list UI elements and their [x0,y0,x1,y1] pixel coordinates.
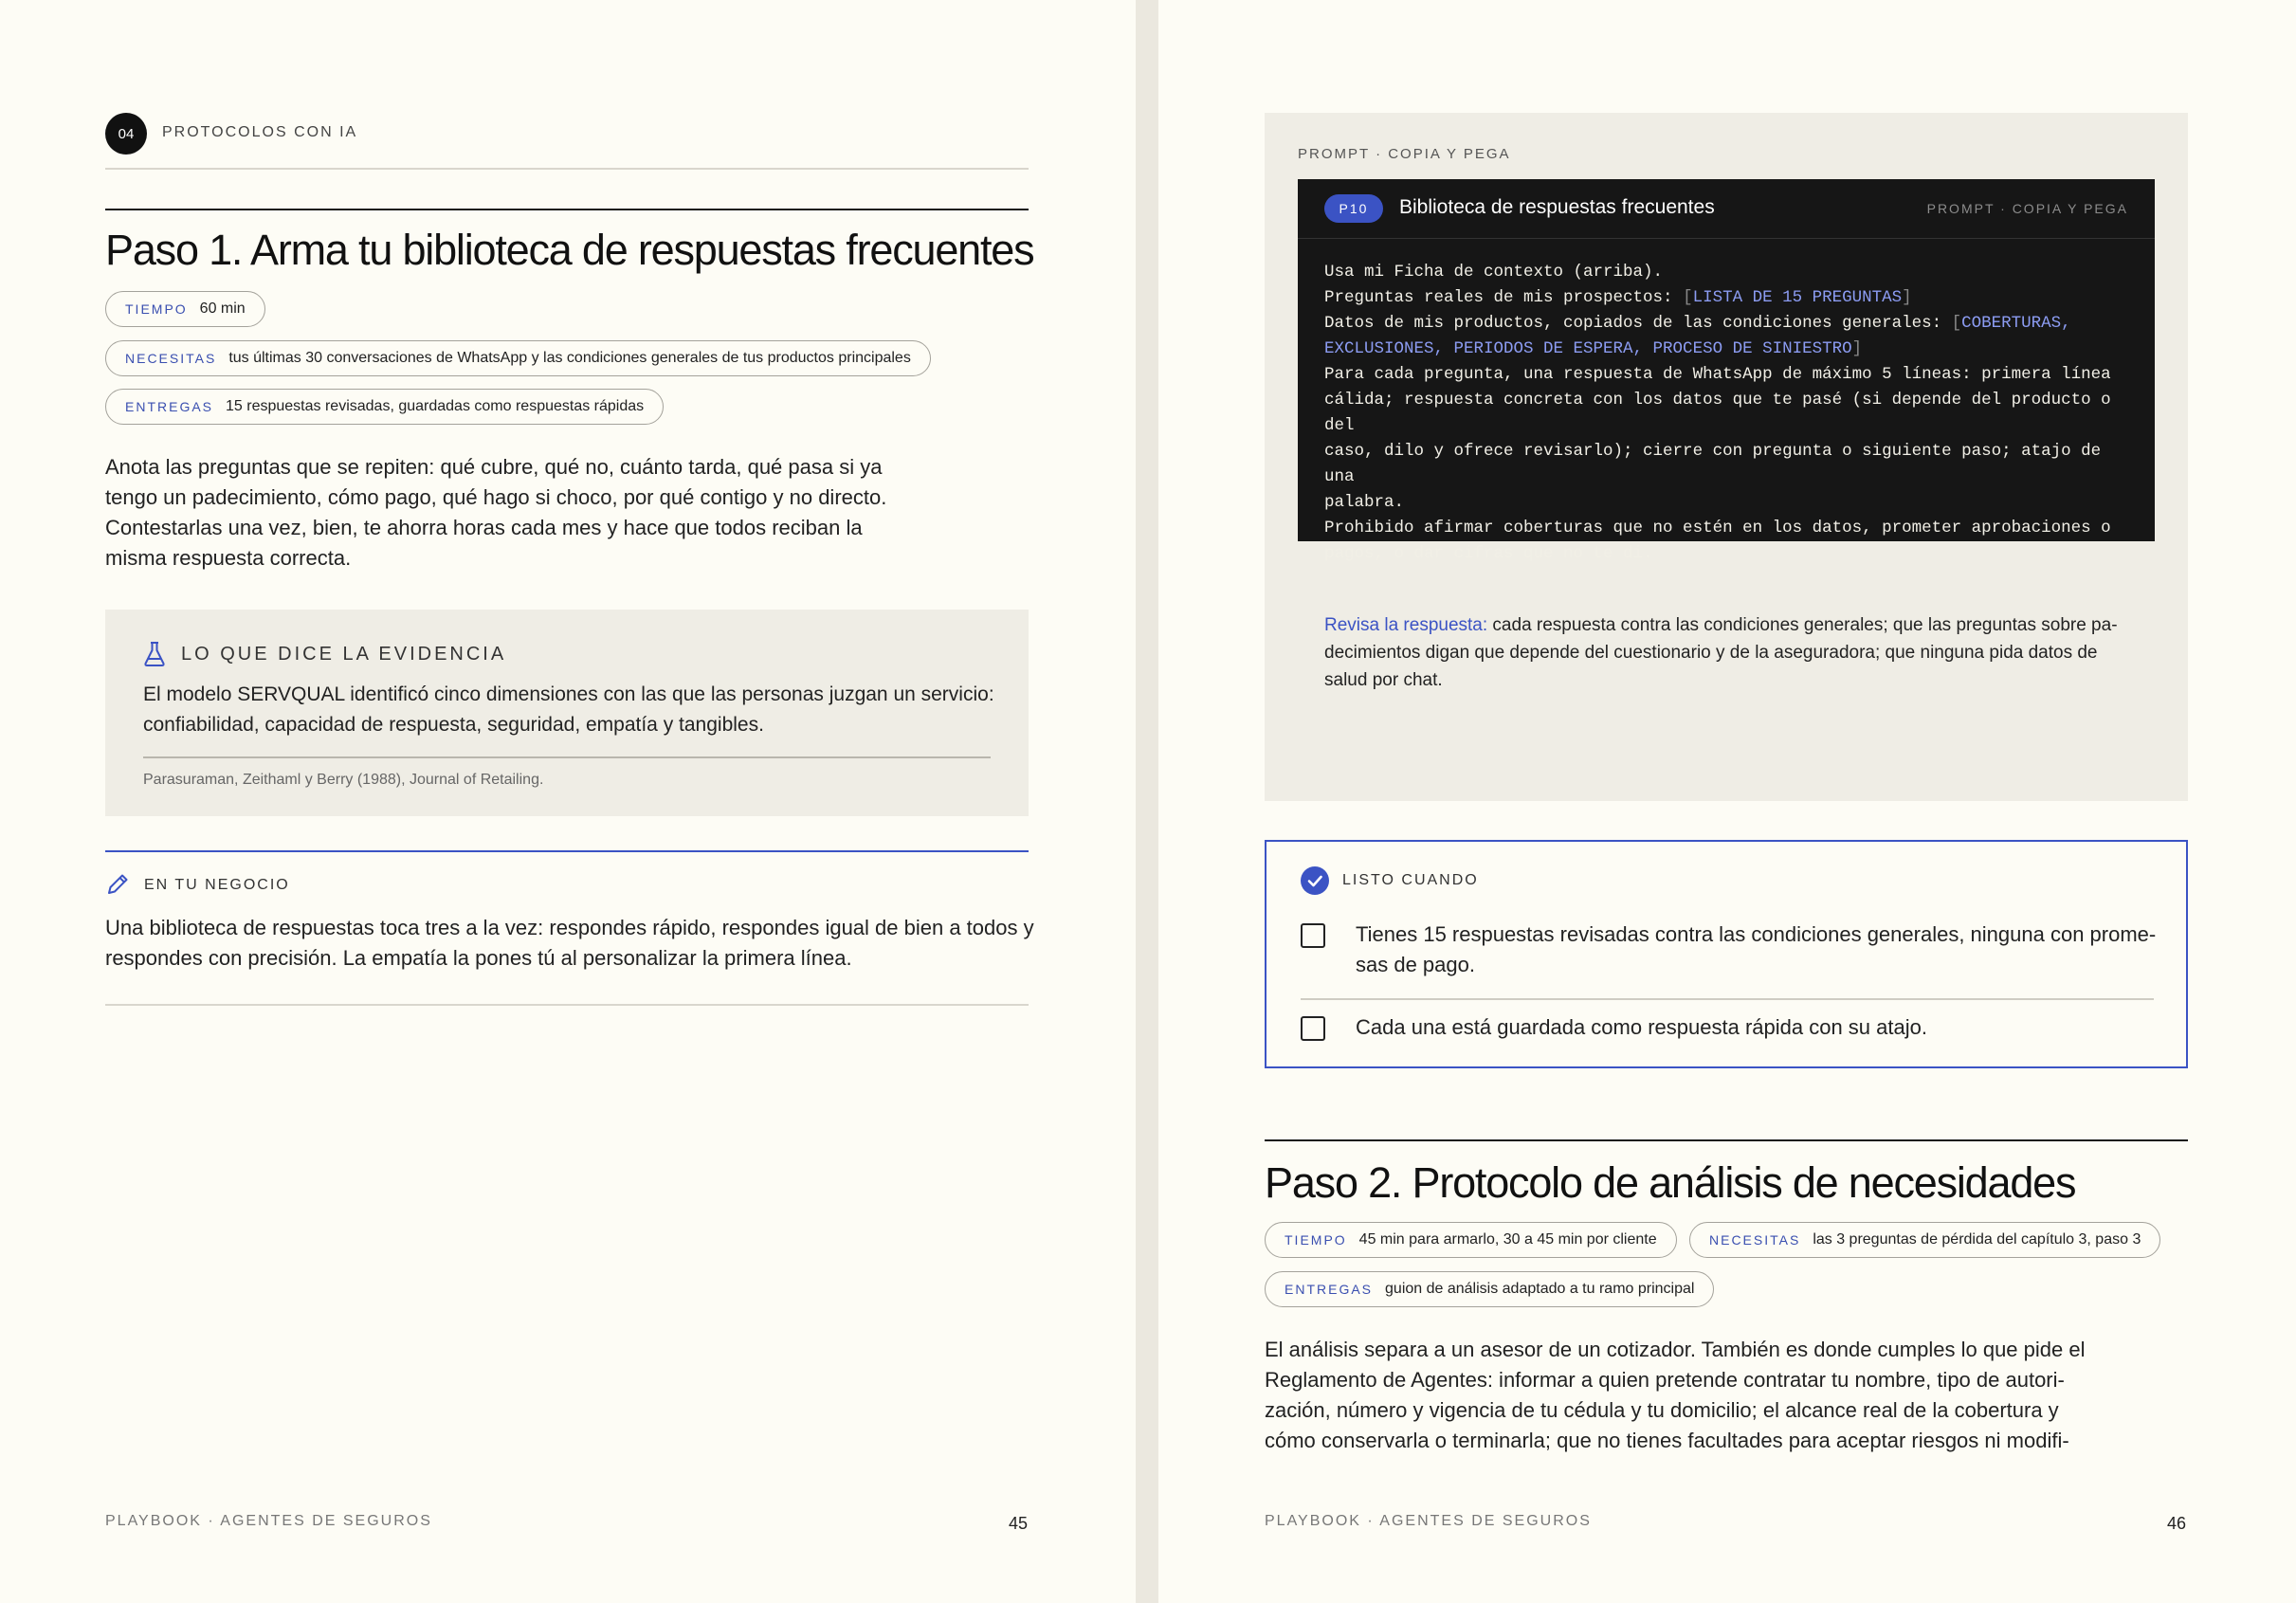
section-divider [1265,1139,2188,1141]
review-lead: Revisa la respuesta: [1324,615,1488,635]
prompt-line: Prohibido afirmar coberturas que no estén en los datos, prometer aprobaciones o [1324,519,2111,537]
footer-running-title: PLAYBOOK · AGENTES DE SEGUROS [105,1513,432,1529]
body-paragraph [105,452,886,574]
evidence-title: LO QUE DICE LA EVIDENCIA [181,644,507,665]
pill-key: NECESITAS [1709,1232,1801,1248]
prompt-placeholder: LISTA DE 15 PREGUNTAS [1692,288,1903,307]
body-line: Anota las preguntas que se repiten: qué cubre, qué no, cuánto tarda, qué pasa si ya [105,455,883,479]
checkbox-item-1[interactable] [1301,923,1325,948]
pencil-icon [105,872,130,897]
pill-value: 15 respuestas revisadas, guardadas como respuestas rápidas [226,398,645,414]
prompt-id-badge: P10 [1324,194,1383,223]
prompt-card-header [1298,179,2155,239]
checklist-divider [1301,998,2154,1000]
prompt-code-card[interactable] [1298,179,2155,563]
pill-entregas [1265,1271,1714,1307]
body-line: zación, número y vigencia de tu cédula y tu domicilio; el alcance real de la cobertura y [1265,1398,2059,1422]
evidence-box [105,610,1029,816]
placeholder-bracket: [ [1683,288,1693,307]
prompt-placeholder: COBERTURAS, [1961,314,2071,333]
negocio-text [105,913,1034,974]
prompt-placeholder: EXCLUSIONES, PERIODOS DE ESPERA, PROCESO DE SINIESTRO [1324,339,1852,358]
prompt-line: caso, dilo y ofrece revisarlo); cierre con pregunta o siguiente paso; atajo de una [1324,442,2102,486]
prompt-line: Datos de mis productos, copiados de las condiciones generales: [1324,314,1952,333]
evidence-divider [143,756,991,758]
section-divider [105,209,1029,210]
review-line: cada respuesta contra las condiciones generales; que las preguntas sobre pa- [1487,615,2118,635]
section-end-divider [105,1004,1029,1006]
step-title: Paso 1. Arma tu biblioteca de respuestas frecuentes [105,226,1034,274]
checklist-line: sas de pago. [1356,953,1475,976]
pill-value: 60 min [199,301,246,317]
pill-value: tus últimas 30 conversaciones de WhatsApp y las condiciones generales de tus productos principales [228,350,911,366]
negocio-line: respondes con precisión. La empatía la pones tú al personalizar la primera línea. [105,946,852,970]
body-line: El análisis separa a un asesor de un cotizador. También es donde cumples lo que pide el [1265,1338,2086,1361]
negocio-divider [105,850,1029,852]
review-note [1324,611,2159,694]
review-line: decimientos digan que depende del cuestionario y de la aseguradora; que ninguna pida datos de [1324,643,2098,663]
review-line: salud por chat. [1324,670,1443,690]
checklist-item-2 [1356,1012,1927,1043]
page-right [1158,0,2296,1603]
page-number: 45 [1009,1514,1029,1533]
pill-tiempo [1265,1222,1677,1258]
prompt-panel [1265,113,2188,801]
prompt-line: Para cada pregunta, una respuesta de WhatsApp de máximo 5 líneas: primera línea [1324,365,2111,384]
footer-running-title: PLAYBOOK · AGENTES DE SEGUROS [1265,1513,1592,1529]
prompt-title: Biblioteca de respuestas frecuentes [1399,196,1715,218]
prompt-line: cálida; respuesta concreta con los datos que te pasé (si depende del producto o del [1324,391,2111,435]
pill-key: ENTREGAS [125,399,214,414]
step-title: Paso 2. Protocolo de análisis de necesidades [1265,1158,2076,1207]
pill-entregas [105,389,664,425]
prompt-panel-label: PROMPT · COPIA Y PEGA [1298,146,1511,162]
prompt-line: palabra. [1324,493,1405,512]
chapter-title: PROTOCOLOS CON IA [162,124,358,140]
pill-necesitas [105,340,931,376]
prompt-tag: PROMPT · COPIA Y PEGA [1926,201,2128,216]
prompt-line: pagos, o dar cifras que no te di. [1324,544,1653,563]
pill-necesitas [1689,1222,2160,1258]
page-number: 46 [2167,1514,2187,1533]
placeholder-bracket: ] [1851,339,1863,358]
checkbox-item-2[interactable] [1301,1016,1325,1041]
prompt-text[interactable] [1324,260,2140,567]
pill-tiempo [105,291,265,327]
body-line: cómo conservarla o terminarla; que no tienes facultades para aceptar riesgos ni modifi- [1265,1429,2069,1452]
body-line: misma respuesta correcta. [105,546,352,570]
pill-key: ENTREGAS [1285,1282,1374,1297]
body-paragraph [1265,1335,2085,1456]
checklist-item-1 [1356,920,2156,980]
negocio-line: Una biblioteca de respuestas toca tres a la vez: respondes rápido, respondes igual de bien a todos y [105,916,1034,939]
check-circle-icon [1301,866,1329,895]
pill-key: TIEMPO [1285,1232,1347,1248]
pill-key: NECESITAS [125,351,217,366]
listo-cuando-box [1265,840,2188,1068]
placeholder-bracket: [ [1951,314,1962,333]
pill-value: 45 min para armarlo, 30 a 45 min por cliente [1358,1231,1657,1248]
negocio-label: EN TU NEGOCIO [144,877,290,893]
listo-label: LISTO CUANDO [1342,872,1479,888]
pill-value: guion de análisis adaptado a tu ramo principal [1385,1281,1695,1297]
placeholder-bracket: ] [1902,288,1912,307]
prompt-line: Usa mi Ficha de contexto (arriba). [1324,263,1664,282]
page-left [0,0,1136,1603]
evidence-text [143,680,996,740]
pill-value: las 3 preguntas de pérdida del capítulo 3, paso 3 [1813,1231,2141,1248]
chapter-header [105,113,1029,170]
checklist-line: Cada una está guardada como respuesta rápida con su atajo. [1356,1015,1927,1039]
prompt-line: Preguntas reales de mis prospectos: [1324,288,1684,307]
pill-key: TIEMPO [125,301,188,317]
evidence-citation: Parasuraman, Zeithaml y Berry (1988), Journal of Retailing. [143,772,544,788]
body-line: Contestarlas una vez, bien, te ahorra horas cada mes y hace que todos reciban la [105,516,863,539]
evidence-line: El modelo SERVQUAL identificó cinco dimensiones con las que las personas juzgan un servicio: [143,683,994,705]
body-line: Reglamento de Agentes: informar a quien pretende contratar tu nombre, tipo de autori- [1265,1368,2065,1392]
body-line: tengo un padecimiento, cómo pago, qué hago si choco, por qué contigo y no directo. [105,485,887,509]
chapter-number-badge: 04 [105,113,147,155]
flask-icon [143,641,166,667]
evidence-line: confiabilidad, capacidad de respuesta, seguridad, empatía y tangibles. [143,714,764,736]
checklist-line: Tienes 15 respuestas revisadas contra las condiciones generales, ninguna con prome- [1356,922,2157,946]
